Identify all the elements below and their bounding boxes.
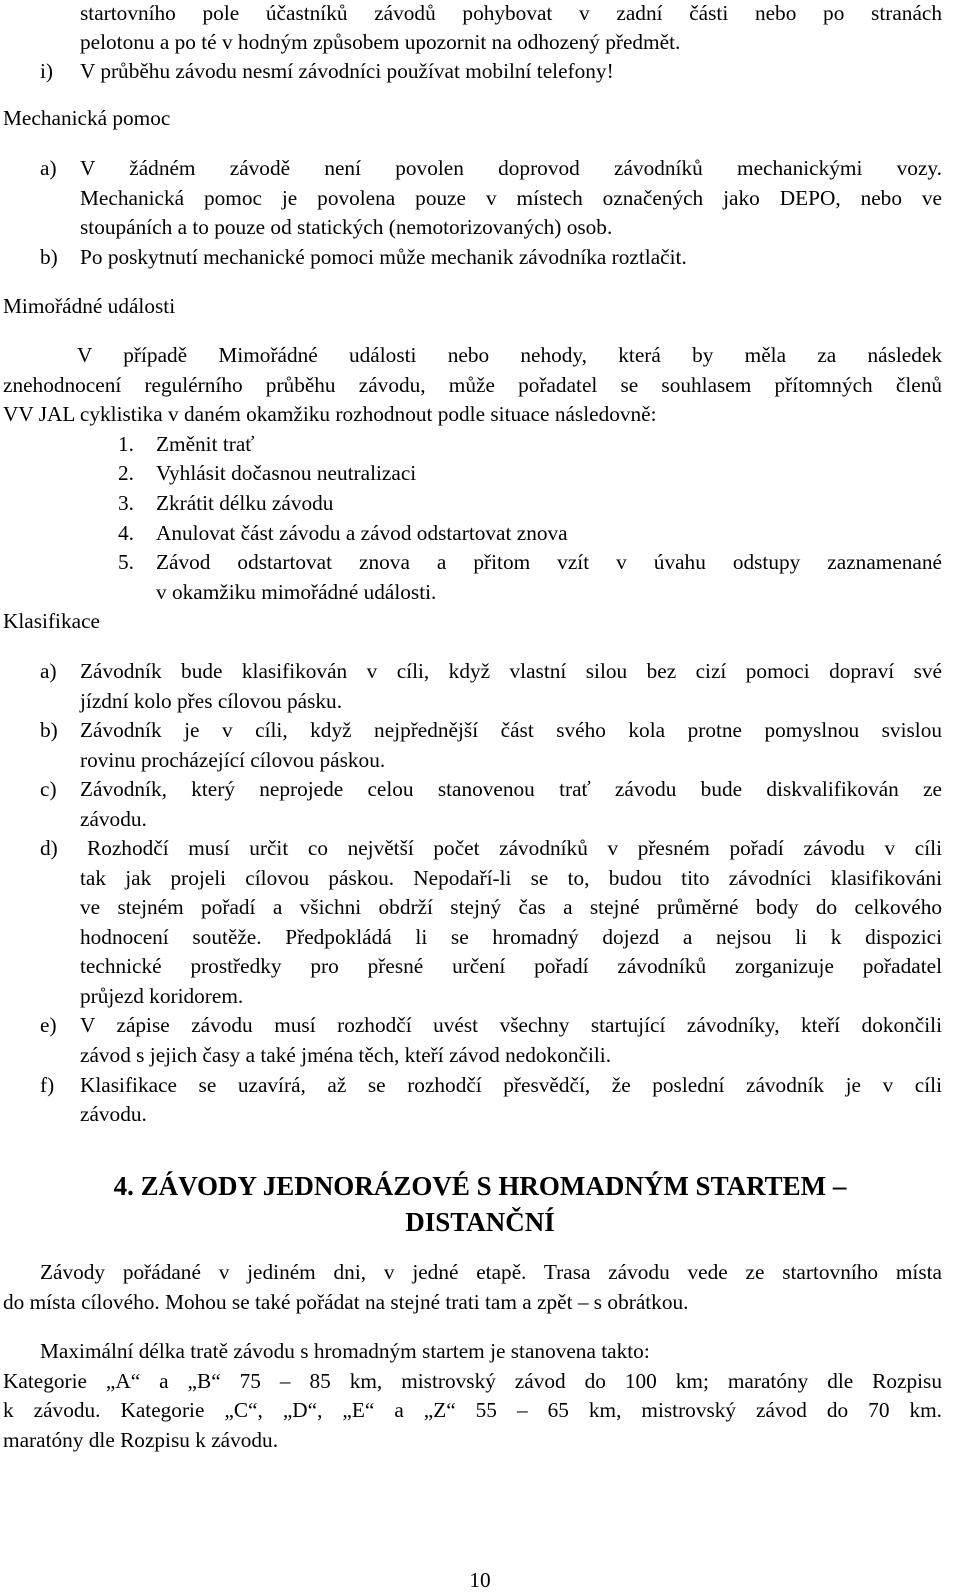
- list-text: Po poskytnutí mechanické pomoci může mechanik závodníka roztlačit.: [80, 245, 687, 269]
- list-text: rovinu procházející cílovou páskou.: [80, 748, 386, 772]
- list-label: b): [40, 245, 58, 269]
- list-text: průjezd koridorem.: [80, 984, 244, 1008]
- list-label: b): [40, 718, 58, 742]
- list-label: c): [40, 777, 57, 801]
- list-text: závodu.: [80, 1102, 147, 1126]
- list-text: Závodník je v cíli, když nejpřednější část svého kola protne pomyslnou svislou: [80, 718, 942, 742]
- paragraph-line: Závody pořádané v jediném dni, v jedné etapě. Trasa závodu vede ze startovního místa: [40, 1260, 942, 1284]
- section-heading-extraordinary: Mimořádné události: [3, 294, 176, 318]
- list-text: Závodník, který neprojede celou stanovenou trať závodu bude diskvalifikován ze: [80, 777, 942, 801]
- numbered-text: v okamžiku mimořádné události.: [156, 580, 437, 604]
- list-text: závod s jejich časy a také jména těch, kteří závod nedokončili.: [80, 1043, 612, 1067]
- list-label: a): [40, 659, 57, 683]
- paragraph-line: k závodu. Kategorie „C“, „D“, „E“ a „Z“ 55 – 65 km, mistrovský závod do 70 km.: [3, 1398, 942, 1422]
- numbered-text: Vyhlásit dočasnou neutralizaci: [156, 461, 417, 485]
- list-text: závodu.: [80, 807, 147, 831]
- list-text: hodnocení soutěže. Předpokládá li se hromadný dojezd a nejsou li k dispozici: [80, 925, 942, 949]
- numbered-label: 5.: [118, 550, 134, 574]
- list-text: tak jak projeli cílovou páskou. Nepodaří-li se to, budou tito závodníci klasifikováni: [80, 866, 942, 890]
- page-number: 10: [469, 1568, 491, 1592]
- list-text: ve stejném pořadí a všichni obdrží stejný čas a stejné průměrné body do celkového: [80, 895, 942, 919]
- paragraph-line: V případě Mimořádné události nebo nehody, která by měla za následek: [77, 343, 942, 367]
- list-text: V žádném závodě není povolen doprovod závodníků mechanickými vozy.: [80, 156, 942, 180]
- list-text: stoupáních a to pouze od statických (nemotorizovaných) osob.: [80, 215, 613, 239]
- list-text: Závodník bude klasifikován v cíli, když vlastní silou bez cizí pomoci dopraví své: [80, 659, 942, 683]
- section-title: 4. ZÁVODY JEDNORÁZOVÉ S HROMADNÝM STARTEM –: [113, 1171, 847, 1201]
- intro-line: pelotonu a po té v hodným způsobem upozornit na odhozený předmět.: [80, 30, 681, 54]
- list-text: jízdní kolo přes cílovou pásku.: [80, 689, 343, 713]
- list-text: Rozhodčí musí určit co největší počet závodníků v přesném pořadí závodu v cíli: [87, 836, 942, 860]
- list-text: technické prostředky pro přesné určení pořadí závodníků zorganizuje pořadatel: [80, 954, 942, 978]
- paragraph-line: maratóny dle Rozpisu k závodu.: [3, 1428, 279, 1452]
- paragraph-line: znehodnocení regulérního průběhu závodu, může pořadatel se souhlasem přítomných členů: [3, 373, 942, 397]
- list-text: V zápise závodu musí rozhodčí uvést všechny startující závodníky, kteří dokončili: [80, 1013, 942, 1037]
- paragraph-line: Maximální délka tratě závodu s hromadným startem je stanovena takto:: [40, 1339, 650, 1363]
- section-title: DISTANČNÍ: [405, 1207, 555, 1237]
- list-text: Klasifikace se uzavírá, až se rozhodčí přesvědčí, že poslední závodník je v cíli: [80, 1073, 942, 1097]
- list-text: Mechanická pomoc je povolena pouze v místech označených jako DEPO, nebo ve: [80, 186, 942, 210]
- paragraph-line: Kategorie „A“ a „B“ 75 – 85 km, mistrovský závod do 100 km; maratóny dle Rozpisu: [3, 1369, 942, 1393]
- intro-line: startovního pole účastníků závodů pohybovat v zadní části nebo po stranách: [80, 1, 942, 25]
- list-label: d): [40, 836, 58, 860]
- numbered-text: Změnit trať: [156, 432, 255, 456]
- section-heading-classification: Klasifikace: [3, 609, 100, 633]
- list-label: e): [40, 1013, 57, 1037]
- numbered-text: Závod odstartovat znova a přitom vzít v úvahu odstupy zaznamenané: [156, 550, 942, 574]
- numbered-label: 4.: [118, 521, 134, 545]
- numbered-text: Zkrátit délku závodu: [156, 491, 334, 515]
- numbered-label: 2.: [118, 461, 134, 485]
- list-text: V průběhu závodu nesmí závodníci používat mobilní telefony!: [80, 59, 614, 83]
- numbered-label: 3.: [118, 491, 134, 515]
- list-label: f): [40, 1073, 55, 1097]
- numbered-label: 1.: [118, 432, 134, 456]
- list-label: a): [40, 156, 57, 180]
- list-label: i): [40, 59, 54, 83]
- paragraph-line: do místa cílového. Mohou se také pořádat na stejné trati tam a zpět – s obrátkou.: [3, 1290, 689, 1314]
- numbered-text: Anulovat část závodu a závod odstartovat znova: [156, 521, 568, 545]
- section-heading-mechanical: Mechanická pomoc: [3, 106, 171, 130]
- paragraph-line: VV JAL cyklistika v daném okamžiku rozhodnout podle situace následovně:: [3, 402, 657, 426]
